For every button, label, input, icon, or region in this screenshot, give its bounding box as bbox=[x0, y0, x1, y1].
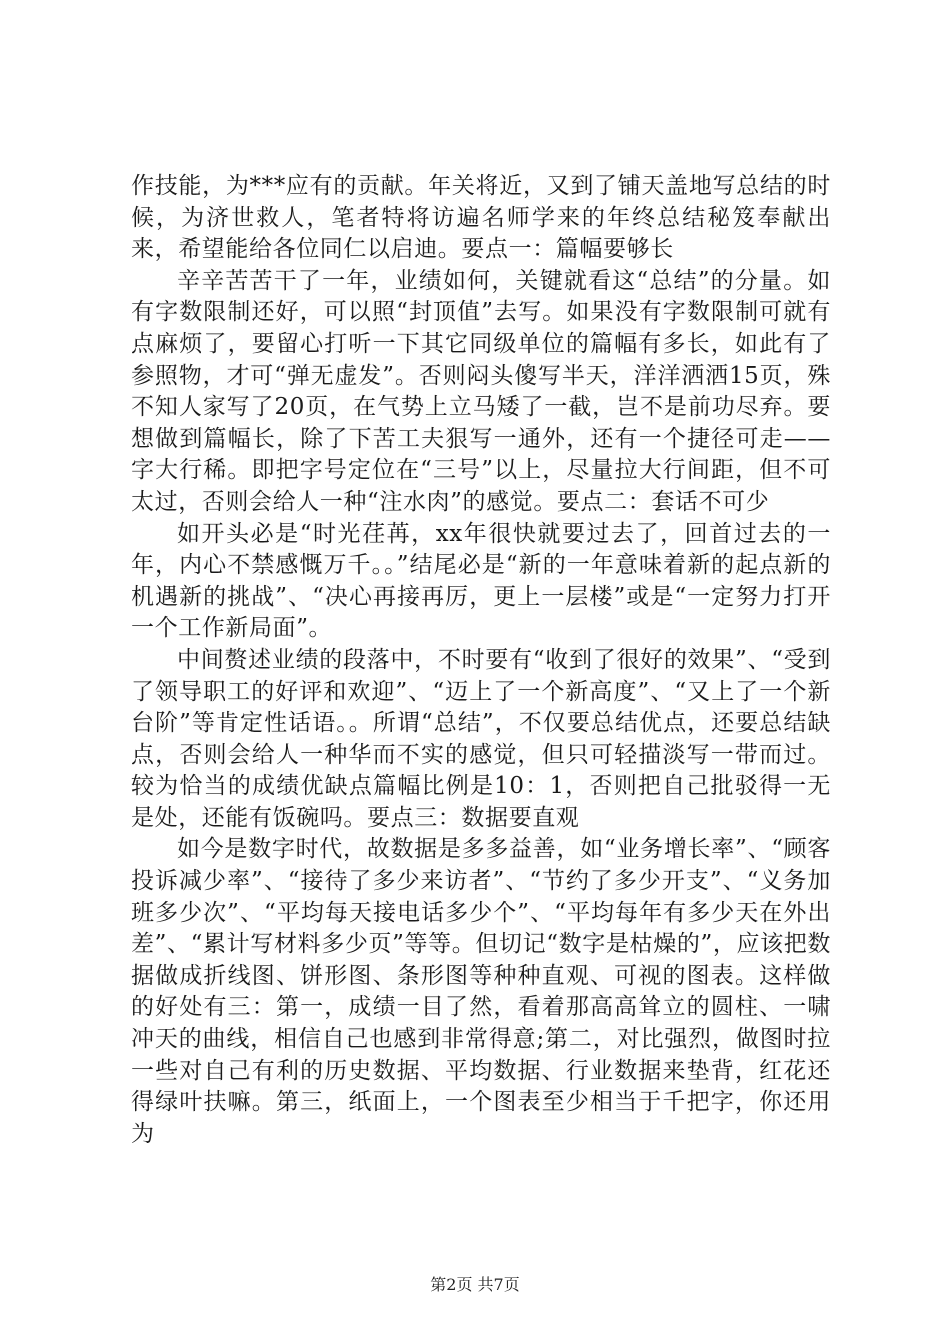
page-footer bbox=[0, 1275, 950, 1295]
paragraph: 辛辛苦苦干了一年，业绩如何，关键就看这“总结”的分量。如有字数限制还好，可以照“封顶值”去写。如果没有字数限制可就有点麻烦了，要留心打听一下其它同级单位的篇幅有多长，如此有了参照物，才可“弹无虚发”。否则闷头傻写半天，洋洋洒洒15页，殊不知人家写了20页，在气势上立马矮了一截，岂不是前功尽弃。要想做到篇幅长，除了下苦工夫狠写一通外，还有一个捷径可走——字大行稀。即把字号定位在“三号”以上，尽量拉大行间距，但不可太过，否则会给人一种“注水肉”的感觉。要点二：套话不可少 bbox=[131, 267, 831, 515]
document-body bbox=[131, 171, 831, 1150]
paragraph: 中间赘述业绩的段落中，不时要有“收到了很好的效果”、“受到了领导职工的好评和欢迎”、“迈上了一个新高度”、“又上了一个新台阶”等肯定性话语。。所谓“总结”，不仅要总结优点，还要总结缺点，否则会给人一种华而不实的感觉，但只可轻描淡写一带而过。较为恰当的成绩优缺点篇幅比例是10：1，否则把自己批驳得一无是处，还能有饭碗吗。要点三：数据要直观 bbox=[131, 646, 831, 831]
paragraph: 如今是数字时代，故数据是多多益善，如“业务增长率”、“顾客投诉减少率”、“接待了多少来访者”、“节约了多少开支”、“义务加班多少次”、“平均每天接电话多少个”、“平均每年有多少天在外出差”、“累计写材料多少页”等等。但切记“数字是枯燥的”，应该把数据做成折线图、饼形图、条形图等种种直观、可视的图表。这样做的好处有三：第一，成绩一目了然，看着那高高耸立的圆柱、一啸冲天的曲线，相信自己也感到非常得意;第二，对比强烈，做图时拉一些对自己有利的历史数据、平均数据、行业数据来垫背，红花还得绿叶扶嘛。第三，纸面上，一个图表至少相当于千把字，你还用为 bbox=[131, 836, 831, 1147]
paragraph: 作技能，为***应有的贡献。年关将近，又到了铺天盖地写总结的时候，为济世救人，笔者特将访遍名师学来的年终总结秘笈奉献出来，希望能给各位同仁以启迪。要点一：篇幅要够长 bbox=[131, 173, 831, 263]
page-number: 第2页 共7页 bbox=[430, 1275, 520, 1294]
paragraph: 如开头必是“时光荏苒，xx年很快就要过去了，回首过去的一年，内心不禁感慨万千。。”结尾必是“新的一年意味着新的起点新的机遇新的挑战”、“决心再接再厉，更上一层楼”或是“一定努力打开一个工作新局面”。 bbox=[131, 520, 831, 642]
